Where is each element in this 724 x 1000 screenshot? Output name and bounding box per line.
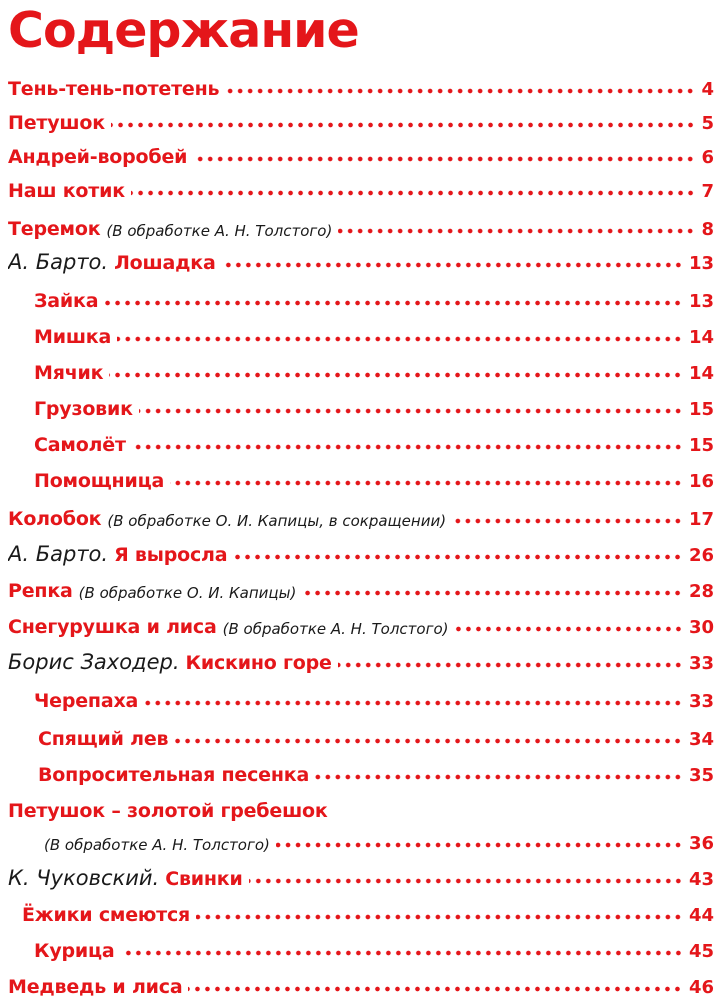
toc-entry-title: Черепаха — [34, 690, 139, 712]
dot-leader — [222, 262, 683, 268]
toc-entry-title: Помощница — [34, 470, 165, 492]
toc-entry-title: Я выросла — [114, 544, 228, 566]
dot-leader — [302, 590, 683, 596]
page-title: Содержание — [8, 2, 359, 59]
toc-entry-title: Петушок – золотой гребешок — [8, 800, 328, 822]
dot-leader — [139, 408, 683, 414]
toc-entry-title: Медведь и лиса — [8, 976, 183, 998]
toc-entry-page-number: 26 — [688, 545, 714, 566]
toc-entry-title: Грузовик — [34, 398, 133, 420]
dot-leader — [121, 950, 683, 956]
dot-leader — [315, 774, 683, 780]
toc-entry-title: Зайка — [34, 290, 99, 312]
toc-entry[interactable] — [38, 820, 714, 854]
toc-entry-author: Борис Заходер. — [8, 650, 180, 674]
toc-entry-page-number: 15 — [688, 435, 714, 456]
toc-entry-title: Кискино горе — [185, 652, 332, 674]
dot-leader — [104, 300, 683, 306]
dot-leader — [338, 228, 695, 234]
toc-entry[interactable] — [34, 386, 714, 420]
dot-leader — [174, 738, 683, 744]
toc-entry[interactable] — [34, 422, 714, 456]
toc-entry-page-number: 14 — [688, 363, 714, 384]
toc-entry-title: Андрей-воробей — [8, 146, 188, 168]
toc-entry-title: Колобок — [8, 508, 102, 530]
dot-leader — [276, 842, 683, 848]
toc-entry[interactable] — [8, 532, 714, 566]
toc-entry[interactable] — [8, 496, 714, 530]
dot-leader — [117, 336, 683, 342]
toc-entry-page-number: 46 — [688, 977, 714, 998]
toc-entry-title: Петушок — [8, 112, 105, 134]
toc-entry[interactable] — [22, 892, 714, 926]
toc-entry[interactable] — [34, 314, 714, 348]
dot-leader — [249, 878, 683, 884]
toc-entry-title: Мишка — [34, 326, 112, 348]
toc-entry-page-number: 28 — [688, 581, 714, 602]
toc-entry[interactable] — [8, 134, 714, 168]
toc-entry[interactable] — [8, 964, 714, 998]
toc-entry-title: Тень-тень-потетень — [8, 78, 220, 100]
toc-entry[interactable] — [8, 100, 714, 134]
toc-entry-page-number: 36 — [688, 833, 714, 854]
toc-entry-page-number: 34 — [688, 729, 714, 750]
toc-entry[interactable] — [8, 206, 714, 240]
toc-entry-author: А. Барто. — [8, 250, 109, 274]
toc-entry-title: Самолёт — [34, 434, 126, 456]
toc-entry-page-number: 13 — [688, 253, 714, 274]
dot-leader — [111, 122, 696, 128]
toc-entry-page-number: 17 — [688, 509, 714, 530]
toc-entry-title: Курица — [34, 940, 115, 962]
toc-entry-title: Свинки — [165, 868, 243, 890]
toc-entry-page-number: 7 — [701, 181, 714, 202]
toc-entry-page-number: 33 — [688, 691, 714, 712]
toc-entry-page-number: 30 — [688, 617, 714, 638]
toc-entry-page-number: 6 — [701, 147, 714, 168]
dot-leader — [193, 156, 695, 162]
toc-entry[interactable] — [38, 752, 714, 786]
toc-entry[interactable] — [8, 788, 714, 822]
toc-entry-title: Снегурушка и лиса — [8, 616, 217, 638]
toc-entry[interactable] — [8, 604, 714, 638]
toc-entry-title: Ёжики смеются — [22, 904, 191, 926]
toc-entry-page-number: 44 — [688, 905, 714, 926]
dot-leader — [188, 986, 682, 992]
toc-entry[interactable] — [34, 928, 714, 962]
dot-leader — [338, 662, 683, 668]
dot-leader — [452, 518, 683, 524]
toc-entry-title: Спящий лев — [38, 728, 169, 750]
dot-leader — [196, 914, 683, 920]
toc-entry[interactable] — [34, 278, 714, 312]
dot-leader — [170, 480, 683, 486]
toc-entry-page-number: 15 — [688, 399, 714, 420]
toc-entry[interactable] — [38, 716, 714, 750]
dot-leader — [233, 554, 683, 560]
toc-entry-page-number: 33 — [688, 653, 714, 674]
toc-entry-page-number: 35 — [688, 765, 714, 786]
dot-leader — [144, 700, 683, 706]
toc-entry[interactable] — [8, 168, 714, 202]
dot-leader — [109, 372, 683, 378]
toc-entry-title: Теремок — [8, 218, 101, 240]
toc-entry-page-number: 16 — [688, 471, 714, 492]
toc-entry[interactable] — [8, 66, 714, 100]
toc-entry-note: (В обработке А. Н. Толстого) — [106, 222, 333, 240]
toc-entry-note: (В обработке А. Н. Толстого) — [44, 836, 270, 854]
dot-leader — [225, 88, 695, 94]
toc-entry[interactable] — [8, 856, 714, 890]
toc-entry[interactable] — [34, 678, 714, 712]
toc-entry-page-number: 14 — [688, 327, 714, 348]
toc-entry[interactable] — [8, 568, 714, 602]
toc-entry-note: (В обработке А. Н. Толстого) — [222, 620, 449, 638]
toc-entry[interactable] — [8, 240, 714, 274]
toc-entry-page-number: 45 — [688, 941, 714, 962]
toc-entry-title: Вопросительная песенка — [38, 764, 310, 786]
dot-leader — [132, 444, 683, 450]
toc-entry-page-number: 43 — [688, 869, 714, 890]
dot-leader — [131, 190, 696, 196]
toc-entry[interactable] — [34, 350, 714, 384]
toc-entry-title: Репка — [8, 580, 73, 602]
toc-entry-note: (В обработке О. И. Капицы, в сокращении) — [107, 512, 447, 530]
toc-entry-title: Лошадка — [114, 252, 216, 274]
toc-entry[interactable] — [34, 458, 714, 492]
toc-entry[interactable] — [8, 640, 714, 674]
dot-leader — [455, 626, 683, 632]
toc-entry-page-number: 5 — [701, 113, 714, 134]
toc-entry-note: (В обработке О. И. Капицы) — [78, 584, 297, 602]
toc-entry-page-number: 8 — [701, 219, 714, 240]
toc-entry-author: К. Чуковский. — [8, 866, 160, 890]
toc-entry-title: Наш котик — [8, 180, 125, 202]
toc-entry-page-number: 13 — [688, 291, 714, 312]
toc-entry-page-number: 4 — [701, 79, 714, 100]
toc-entry-author: А. Барто. — [8, 542, 109, 566]
toc-entry-title: Мячик — [34, 362, 104, 384]
